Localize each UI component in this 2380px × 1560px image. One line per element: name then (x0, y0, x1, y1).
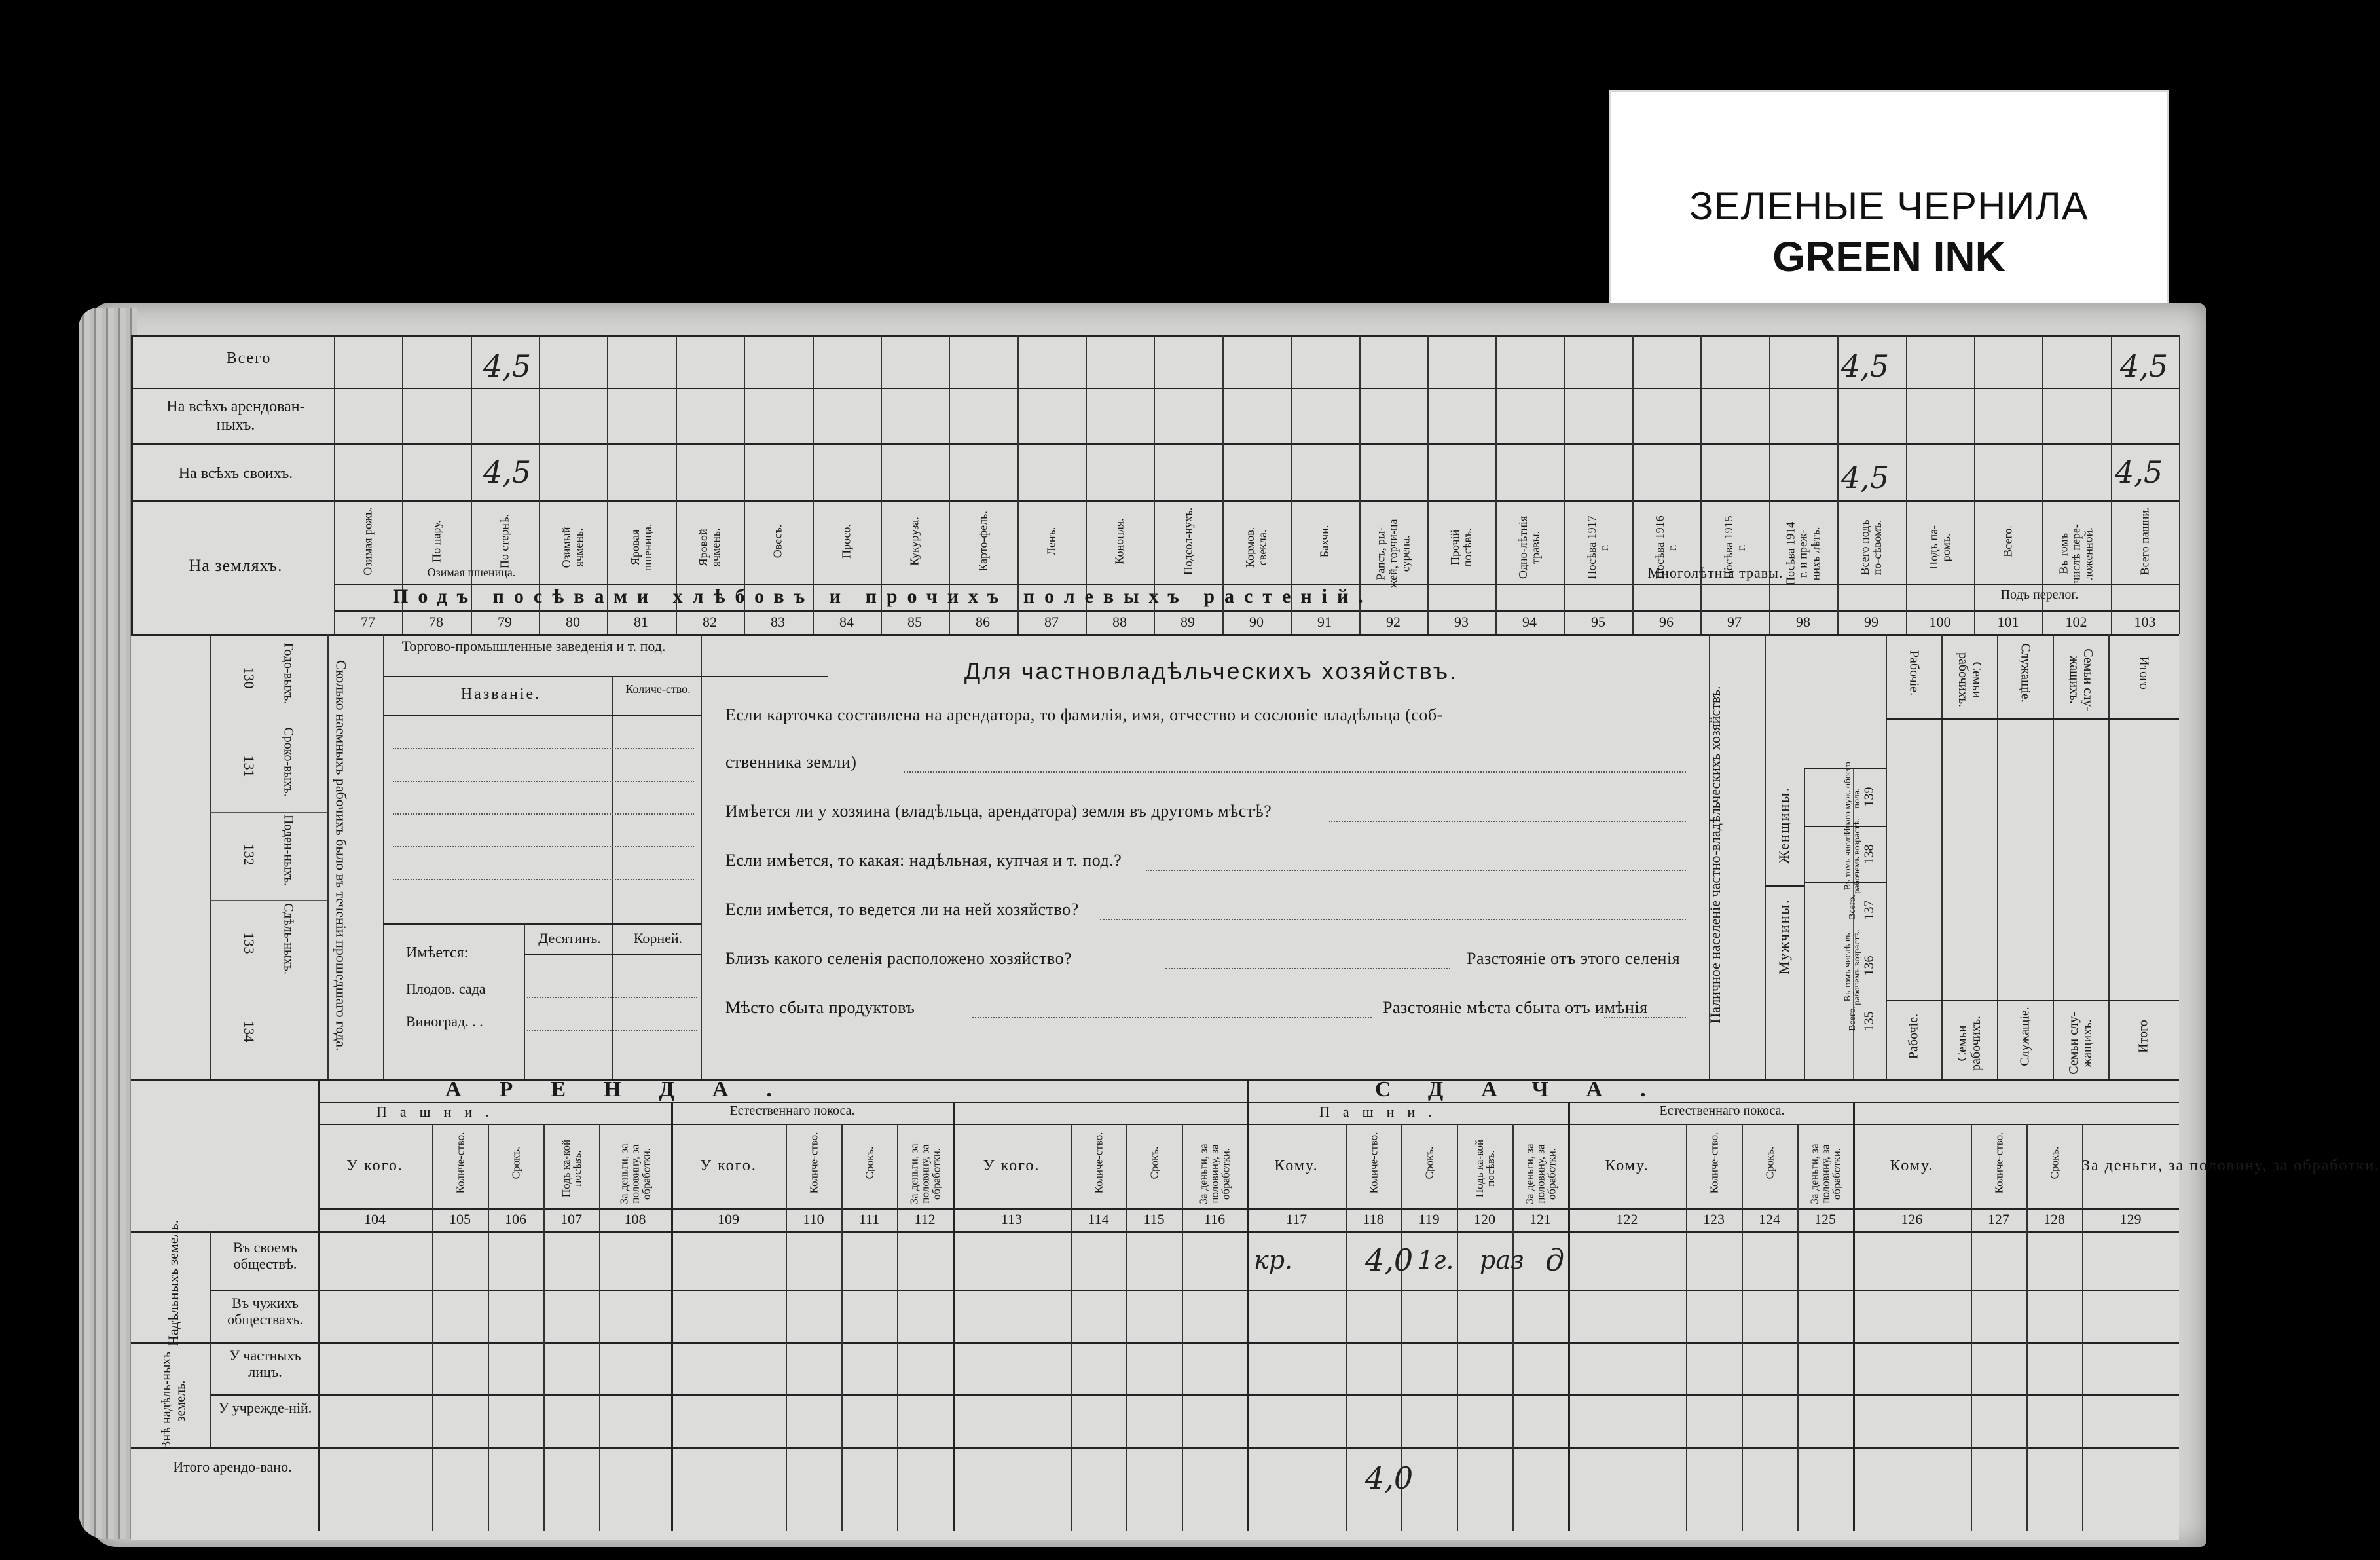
bottom-col-header: Срокъ. (509, 1146, 522, 1179)
top-col-number: 94 (1522, 614, 1537, 630)
bottom-col-number: 114 (1088, 1211, 1109, 1227)
worker-num-134: 134 (241, 1020, 257, 1043)
dotted-line (393, 813, 694, 815)
crop-header: Просо. (839, 523, 853, 559)
green-ink-label-card (1609, 90, 2169, 309)
bottom-col-line (2026, 1124, 2028, 1531)
bottom-col-line (543, 1124, 545, 1531)
bottom-col-number: 104 (364, 1211, 386, 1227)
col-line (2053, 634, 2054, 1079)
top-col-line (1564, 335, 1565, 634)
top-col-number: 97 (1727, 614, 1742, 630)
private-title: Для частновладѣльческихъ хозяйствъ. (964, 658, 1459, 684)
bottom-col-line (488, 1124, 489, 1531)
top-col-number: 96 (1659, 614, 1674, 630)
top-col-number: 78 (429, 614, 443, 630)
crop-header: Всего подъ по-сѣвомъ. (1858, 519, 1884, 576)
bottom-col-header: За деньги, за половину, за обработки. (617, 1143, 653, 1204)
top-col-line (2179, 335, 2180, 634)
worker-num-132: 132 (241, 844, 257, 866)
worker-num-131: 131 (241, 755, 257, 777)
col-line (210, 634, 211, 1079)
has-label: Имѣется: (406, 944, 469, 961)
row-chastnykh: У частныхъ лицъ. (229, 1347, 301, 1381)
rule (1886, 1000, 2179, 1001)
dotted-line (393, 781, 694, 782)
dotted-line (904, 771, 1686, 773)
bottom-col-line (1457, 1124, 1458, 1531)
right-col-bottom: Семьи рабочихъ. (1954, 1016, 1983, 1071)
pod-perelog-label: Подъ перелог. (2000, 587, 2079, 602)
top-col-line (1495, 335, 1497, 634)
right-col-bottom: Рабочіе. (1906, 1013, 1920, 1060)
top-col-line (131, 335, 133, 634)
bottom-col-line (1126, 1124, 1127, 1531)
row-svoem: Въ своемъ обществѣ. (233, 1239, 297, 1272)
top-col-number: 98 (1796, 614, 1810, 630)
question-land-kind: Если имѣется, то какая: надѣльная, купчая и т. под.? (725, 851, 1122, 870)
crop-header: Одно-лѣтнія травы. (1516, 515, 1542, 579)
bottom-col-line (786, 1124, 787, 1531)
bottom-col-header: У кого. (346, 1157, 403, 1174)
col-line (1941, 634, 1943, 1079)
question-distance-market: Разстояніе мѣста сбыта отъ имѣнія (1383, 998, 1648, 1017)
bottom-col-number: 106 (505, 1211, 526, 1227)
top-col-line (1906, 335, 1907, 634)
crop-header: Карто-фель. (976, 511, 990, 572)
bottom-col-header: За деньги, за половину, за обработки. (1197, 1143, 1232, 1204)
bottom-col-header: Подъ ка-кой посѣвъ. (559, 1139, 583, 1198)
handwritten-vsego-99: 4,5 (1841, 348, 1890, 384)
bottom-col-number: 128 (2043, 1211, 2065, 1227)
top-col-number: 89 (1181, 614, 1195, 630)
handwritten-pod: раз (1480, 1246, 1524, 1274)
bottom-col-line (432, 1124, 433, 1531)
men-label: Мужчины. (1776, 899, 1792, 975)
bottom-col-number: 115 (1143, 1211, 1165, 1227)
rule (131, 443, 2179, 445)
rule (383, 715, 701, 716)
bottom-col-number: 109 (718, 1211, 739, 1227)
bottom-col-number: 117 (1285, 1211, 1308, 1227)
dotted-line (1604, 1017, 1686, 1018)
pop-num: 138 (1861, 844, 1877, 864)
crop-header: Ленъ. (1044, 527, 1058, 556)
top-col-number: 101 (1997, 614, 2019, 630)
dotted-line (1329, 821, 1686, 822)
handwritten-svoikh-79: 4,5 (483, 455, 532, 490)
bottom-col-header: Срокъ. (1423, 1146, 1435, 1179)
handwritten-svoikh-99: 4,5 (1841, 460, 1890, 495)
pop-sub-label: Всего. (1848, 1005, 1858, 1031)
group-vne: Внѣ надѣль-ныхъ земель. (159, 1352, 188, 1450)
crop-header: Яровой ячмень. (697, 528, 722, 567)
row-chuzhikh: Въ чужихъ обществахъ. (227, 1295, 303, 1328)
top-col-number: 82 (703, 614, 717, 630)
population-title: Наличное населеніе частно-владѣльческихъ хозяйствъ. (1707, 686, 1723, 1024)
crop-header: Подъ па-ромъ. (1927, 525, 1952, 570)
dotted-line (972, 1017, 1372, 1018)
sdacha-pokos: Естественнаго покоса. (1659, 1104, 1785, 1118)
right-col-top: Служащіе. (2018, 643, 2032, 703)
bottom-col-number: 120 (1474, 1211, 1495, 1227)
sdacha-pashni: Пашни. (1319, 1104, 1445, 1120)
crop-header: Въ томъ числѣ пере-ложенной. (2057, 524, 2095, 584)
rule (131, 634, 2179, 636)
bottom-col-header: Срокъ. (863, 1146, 875, 1179)
rule (131, 335, 2179, 337)
col-line (327, 634, 329, 1079)
crop-header: Посѣва 1917 г. (1585, 515, 1611, 580)
bottom-col-header: Количе-ство. (807, 1132, 820, 1194)
pop-num: 136 (1861, 956, 1877, 975)
col-line (701, 634, 702, 1079)
korney-header: Корней. (633, 930, 683, 946)
crop-header: Овесъ. (771, 524, 784, 559)
bottom-col-number: 111 (858, 1211, 880, 1227)
top-col-number: 100 (1929, 614, 1951, 630)
bottom-col-header: Кому. (1605, 1157, 1649, 1174)
row-label-arendovannykh: На всѣхъ арендован- ныхъ. (166, 398, 305, 434)
col-line (318, 1079, 320, 1531)
dotted-line (1146, 870, 1686, 871)
question-owner-cont: ственника земли) (725, 752, 857, 771)
pop-sub-label: Въ томъ числѣ въ рабочемъ возрастѣ. (1843, 817, 1862, 894)
bottom-col-number: 105 (449, 1211, 471, 1227)
sheet-stacked-edge (79, 308, 137, 1539)
handwritten-vsego-103: 4,5 (2120, 348, 2169, 384)
col-line (1765, 634, 1766, 1079)
rule (210, 1290, 2179, 1291)
question-owner: Если карточка составлена на арендатора, то фамилія, имя, отчество и сословіе владѣльца (соб- (725, 705, 1443, 724)
bottom-col-line (1742, 1124, 1743, 1531)
rule (131, 388, 2179, 389)
bottom-col-number: 107 (560, 1211, 582, 1227)
crop-header: Всего пашни. (2138, 507, 2151, 576)
rule (131, 1079, 2179, 1081)
question-market: Мѣсто сбыта продуктовъ (725, 998, 915, 1017)
row-label-na-zemlyakh: На земляхъ. (189, 556, 283, 575)
group-nadel: Надѣльныхъ земель. (165, 1219, 181, 1346)
worker-col-podennykh: Поден-ныхъ. (281, 814, 296, 886)
crop-header: Посѣва 1916 г. (1653, 515, 1679, 580)
top-col-line (1769, 335, 1770, 634)
rule (524, 954, 701, 955)
crop-header: Рапсъ, ры-жей, горчи-ца сурепа. (1374, 519, 1412, 589)
crop-header: По стернѣ. (498, 513, 511, 569)
workers-title: Сколько наемныхъ рабочихъ было въ теченіи прошедшаго года. (333, 660, 350, 1051)
trade-title: Торгово-промышленные заведенія и т. под. (401, 638, 666, 654)
worker-col-godovykh: Годо-выхъ. (281, 642, 296, 705)
ink-label-russian: ЗЕЛЕНЫЕ ЧЕРНИЛА (1689, 184, 2089, 228)
bottom-col-number: 110 (803, 1211, 824, 1227)
bottom-col-header: Срокъ. (1763, 1146, 1776, 1179)
bottom-col-line (599, 1124, 600, 1531)
question-other-land: Имѣется ли у хозяина (владѣльца, арендатора) земля въ другомъ мѣстѣ? (725, 802, 1272, 821)
top-col-number: 80 (566, 614, 580, 630)
bottom-col-header: Количе-ство. (1092, 1132, 1105, 1194)
rule (131, 1342, 2179, 1344)
rule (383, 923, 701, 925)
rule (131, 1447, 2179, 1449)
top-col-number: 81 (634, 614, 648, 630)
bottom-col-header: Кому. (1274, 1157, 1319, 1174)
bottom-col-line (1182, 1124, 1183, 1531)
bottom-col-line (897, 1124, 898, 1531)
bottom-col-number: 121 (1529, 1211, 1551, 1227)
bottom-col-number: 129 (2119, 1211, 2142, 1227)
worker-col-sdelnykh: Сдѣль-ныхъ. (281, 903, 296, 975)
crop-header: Кукуруза. (907, 517, 921, 566)
bottom-col-line (1071, 1124, 1072, 1531)
right-col-top: Итого (2136, 656, 2151, 690)
top-col-line (2111, 335, 2112, 634)
top-col-number: 79 (498, 614, 512, 630)
trade-name-header: Названіе. (460, 686, 541, 703)
question-distance-village: Разстояніе отъ этого селенія (1467, 949, 1681, 968)
ink-label-english: GREEN INK (1772, 233, 2005, 280)
pop-num: 135 (1861, 1011, 1877, 1031)
mnogoletnie-label: Многолѣтнія травы. (1647, 565, 1784, 581)
dotted-line (527, 997, 697, 998)
handwritten-total: 4,0 (1365, 1460, 1414, 1496)
bottom-col-header: Срокъ. (1148, 1146, 1160, 1179)
bottom-col-line (1686, 1124, 1687, 1531)
top-col-number: 102 (2065, 614, 2087, 630)
question-near-village: Близъ какого селенія расположено хозяйство? (725, 949, 1072, 968)
bottom-col-header: За деньги, за половину, за обработки. (2082, 1157, 2380, 1174)
bottom-col-line (1346, 1124, 1347, 1531)
top-col-line (1837, 335, 1839, 634)
worker-num-133: 133 (241, 932, 257, 954)
bottom-col-number: 119 (1418, 1211, 1440, 1227)
bottom-col-number: 124 (1759, 1211, 1780, 1227)
arenda-pashni: Пашни. (376, 1104, 502, 1120)
top-col-line (1632, 335, 1634, 634)
dotted-line (393, 879, 694, 880)
census-form (131, 335, 2380, 1540)
col-line (1804, 768, 1805, 1079)
rule (131, 500, 2179, 502)
handwritten-svoikh-103: 4,5 (2115, 455, 2163, 490)
row-label-svoikh: На всѣхъ своихъ. (178, 465, 293, 482)
top-col-line (1427, 335, 1429, 634)
rule (131, 1231, 2179, 1233)
women-label: Женщины. (1776, 787, 1792, 864)
bottom-col-header: У кого. (983, 1157, 1040, 1174)
top-col-number: 87 (1044, 614, 1059, 630)
sown-band-title: Подъ посѣвами хлѣбовъ и прочихъ полевыхъ растеній. (393, 585, 1373, 607)
top-col-number: 88 (1112, 614, 1127, 630)
worker-col-srokovykh: Сроко-выхъ. (281, 727, 296, 797)
bottom-col-header: У кого. (700, 1157, 757, 1174)
crop-header: Озимый ячмень. (560, 527, 585, 568)
col-line (1997, 634, 1998, 1079)
crop-header: Кормов. свекла. (1243, 527, 1269, 568)
dotted-line (393, 846, 694, 847)
bottom-col-number: 123 (1703, 1211, 1725, 1227)
top-col-number: 90 (1249, 614, 1264, 630)
bottom-col-number: 126 (1901, 1211, 1923, 1227)
sdacha-title: СДАЧА. (1375, 1077, 1684, 1102)
top-col-number: 86 (976, 614, 990, 630)
top-col-number: 84 (839, 614, 854, 630)
right-col-bottom: Семьи слу-жащихъ. (2066, 1012, 2095, 1075)
dotted-line (393, 748, 694, 749)
crop-header: Конопля. (1112, 518, 1126, 565)
top-col-number: 83 (771, 614, 785, 630)
bottom-col-header: За деньги, за половину, за обработки. (907, 1143, 942, 1204)
row-itogo-arendovano: Итого арендо-вано. (173, 1458, 292, 1475)
col-line (612, 676, 613, 1079)
rule (1886, 718, 2179, 720)
crop-header: Бахчи. (1317, 525, 1331, 558)
top-col-number: 91 (1317, 614, 1332, 630)
bottom-col-number: 118 (1363, 1211, 1384, 1227)
bottom-col-header: Количе-ство. (1708, 1132, 1720, 1194)
right-col-top: Семьи рабочихъ. (1955, 652, 1984, 707)
bottom-col-header: За деньги, за половину, за обработки. (1523, 1143, 1558, 1204)
bottom-col-number: 125 (1814, 1211, 1836, 1227)
top-col-number: 103 (2134, 614, 2156, 630)
bottom-col-line (1512, 1124, 1514, 1531)
top-col-line (1700, 335, 1702, 634)
orchard-label: Плодов. сада (406, 980, 486, 997)
col-line (2108, 634, 2110, 1079)
top-col-number: 95 (1591, 614, 1605, 630)
right-col-top: Семьи слу-жащихъ. (2066, 648, 2095, 711)
dotted-line (527, 1030, 697, 1031)
right-col-top: Рабочіе. (1907, 650, 1921, 696)
handwritten-za: д (1545, 1242, 1565, 1278)
bottom-col-number: 116 (1203, 1211, 1226, 1227)
top-col-number: 77 (361, 614, 375, 630)
handwritten-qty: 4,0 (1365, 1242, 1414, 1278)
col-line (1886, 634, 1887, 1079)
col-line (524, 923, 525, 1079)
worker-num-130: 130 (241, 667, 257, 689)
crop-header: Посѣва 1914 г. и преж-нихъ лѣтъ. (1784, 521, 1822, 585)
bottom-col-line (841, 1124, 843, 1531)
rule (210, 1394, 2179, 1396)
crop-header: Озимая рожь. (361, 507, 375, 576)
bottom-col-number: 108 (624, 1211, 646, 1227)
handwritten-komu: кр. (1254, 1246, 1293, 1274)
bottom-col-header: Подъ ка-кой посѣвъ. (1473, 1139, 1497, 1198)
rule (210, 900, 327, 901)
rule (210, 812, 327, 813)
bottom-col-header: За деньги, за половину, за обработки. (1808, 1143, 1842, 1204)
bottom-col-number: 122 (1616, 1211, 1638, 1227)
bottom-col-line (1797, 1124, 1799, 1531)
vineyard-label: Виноград. . . (406, 1013, 483, 1030)
dotted-line (1100, 919, 1686, 920)
ozimaya-pshenitsa-label: Озимая пшеница. (427, 566, 516, 579)
desyatin-header: Десятинъ. (538, 930, 601, 946)
bottom-col-header: Количе-ство. (454, 1132, 466, 1194)
arenda-title: АРЕНДА. (445, 1077, 810, 1102)
right-col-bottom: Итого (2136, 1020, 2151, 1053)
bottom-col-header: Количе-ство. (1992, 1132, 2005, 1194)
right-col-bottom: Служащіе. (2017, 1007, 2032, 1066)
row-label-vsego: Всего (226, 350, 272, 367)
handwritten-srok: 1г. (1418, 1246, 1454, 1274)
row-uchrezhdeniy: У учрежде-ній. (218, 1400, 312, 1416)
pop-sub-label: Итого муж. обоего пола. (1843, 762, 1862, 835)
trade-qty-header: Количе-ство. (625, 682, 691, 696)
rule (334, 610, 2179, 612)
crop-header: Яровая пшеница. (629, 523, 654, 572)
bottom-col-number: 112 (914, 1211, 936, 1227)
bottom-col-line (2082, 1124, 2083, 1531)
dotted-line (1165, 968, 1450, 969)
bottom-col-header: Количе-ство. (1367, 1132, 1380, 1194)
bottom-col-header: Кому. (1890, 1157, 1934, 1174)
question-farmed: Если имѣется, то ведется ли на ней хозяйство? (725, 900, 1079, 919)
arenda-pokos: Естественнаго покоса. (729, 1104, 855, 1118)
pop-sub-label: Всего. (1848, 894, 1858, 919)
col-line (210, 1231, 211, 1447)
top-col-number: 85 (907, 614, 922, 630)
bottom-col-header: Срокъ. (2048, 1146, 2060, 1179)
handwritten-vsego-79: 4,5 (483, 348, 532, 384)
bottom-col-number: 113 (1000, 1211, 1023, 1227)
crop-header: По пару. (430, 520, 443, 563)
pop-num: 139 (1861, 787, 1877, 807)
pop-num: 137 (1861, 900, 1877, 919)
crop-header: Посѣва 1915 г. (1722, 515, 1748, 580)
crop-header: Прочій посѣвъ. (1448, 528, 1474, 567)
bottom-col-line (1971, 1124, 1972, 1531)
top-col-number: 93 (1454, 614, 1469, 630)
crop-header: Всего. (2001, 525, 2015, 557)
bottom-col-number: 127 (1988, 1211, 2009, 1227)
col-line (383, 634, 384, 1079)
top-col-line (334, 335, 335, 634)
crop-header: Подсол-нухъ. (1181, 507, 1195, 576)
top-col-number: 92 (1386, 614, 1401, 630)
top-col-number: 99 (1864, 614, 1878, 630)
pop-sub-label: Въ томъ числѣ въ рабочемъ возрастѣ. (1843, 929, 1862, 1005)
